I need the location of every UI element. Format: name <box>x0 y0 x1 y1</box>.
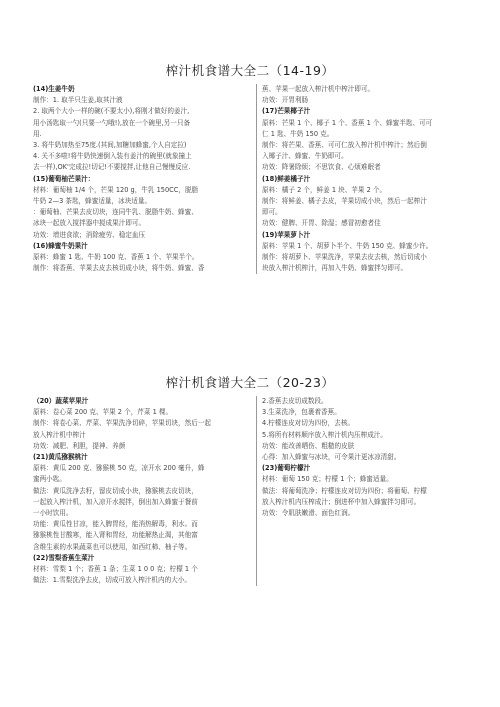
recipe-text-line: 制作：将胡萝卜、苹果洗净，苹果去皮去核，然后切成小 <box>262 253 427 262</box>
recipe-text-line: 做法：1.雪梨洗净去皮，切成可放入榨汁机内的大小。 <box>33 576 191 585</box>
recipe-page-1 <box>0 62 500 273</box>
recipe-text-line: 制作：将卷心菜、芹菜、苹果洗净切碎，苹果切块，然后一起 <box>33 419 212 428</box>
recipe-heading: (14)生姜牛奶 <box>33 85 75 93</box>
recipe-text-line: 制作：将鲜姜、橘子去皮，苹果切成小块，然后一起榨汁 <box>262 197 427 206</box>
recipe-text-line: 4. 关不多啦!将牛奶快速倒入装有姜汁的碗里(就象撞上 <box>33 152 192 161</box>
recipe-text-line: 5.将所有材料顺序放入榨汁机内压榨成汁。 <box>262 430 387 439</box>
recipe-text-line: 功效：降暑除烦；不思饮食、心烦难眠者 <box>262 163 381 172</box>
recipe-text-line: 块放入榨汁机榨汁，再加入牛奶、蜂蜜拌匀即可。 <box>262 264 408 273</box>
recipe-text-line: 原料：橘子 2 个，鲜姜 1 块、苹果 2 个。 <box>262 185 387 194</box>
recipe-text-line: 冰块一起放入搅拌器中搅成果汁即可。 <box>33 219 146 228</box>
recipe-text-line: 材料：葡萄 150 克；柠檬 1 个；蜂蜜适量。 <box>262 475 393 484</box>
recipe-text-line: 2. 取两个大小一样的碗(不要太小),将刚才做好的姜汁, <box>33 107 190 116</box>
recipe-text-line: 入椰子汁、蜂蜜、牛奶即可。 <box>262 152 348 161</box>
recipe-text-line: 一小时饮用。 <box>33 509 73 518</box>
recipe-heading: (17)芒果椰子汁 <box>262 107 311 116</box>
two-column-body <box>33 84 467 274</box>
recipe-text-line: 放入榨汁机内压榨成汁；倒进杯中加入蜂蜜拌匀即可。 <box>262 497 421 506</box>
recipe-page-2 <box>0 374 500 585</box>
recipe-text-line: 含维生素的水果蔬菜也可以使用，如西红柿、柚子等。 <box>33 542 192 551</box>
recipe-text-line: 蜜两小匙。 <box>33 475 66 484</box>
recipe-text-line: 3.生菜洗净，包裹着香蕉。 <box>262 408 341 417</box>
right-column <box>257 84 467 274</box>
recipe-text-line: 2.香蕉去皮切成数段。 <box>262 397 328 405</box>
recipe-text-line: 功效：增进食欲；消除疲劳、稳定血压 <box>33 230 146 239</box>
recipe-text-line: 4.柠檬连皮对切为四份，去核。 <box>262 419 355 428</box>
recipe-text-line: 一起放入榨汁机，加入凉开水搅拌，倒出加入蜂蜜于餐前 <box>33 497 198 506</box>
recipe-text-line: 去一样),OK'完成拉!切记!不要搅拌,让他自己慢慢反应. <box>33 163 191 172</box>
recipe-heading: (23)葡萄柠檬汁 <box>262 464 311 473</box>
left-column <box>33 84 257 274</box>
recipe-text-line: 制作：将香蕉、苹果去皮去核切成小块，将牛奶、蜂蜜、香 <box>33 264 205 273</box>
recipe-text-line: 原料：黄瓜 200 克、猕猴桃 50 克，凉开水 200 毫升，蜂 <box>33 464 205 473</box>
recipe-text-line: 原料：芒果 1 个、椰子 1 个、香蕉 1 个、蜂蜜半匙、可可 <box>262 118 433 127</box>
recipe-text-line: 心得：加入蜂蜜与冰块，可令果汁更冰凉清甜。 <box>262 453 401 462</box>
recipe-heading: (16)蜂蜜牛奶果汁 <box>33 241 88 250</box>
recipe-text-line: 做法：将葡萄洗净；柠檬连皮对切为四份；将葡萄、柠檬 <box>262 486 427 495</box>
recipe-text-line: 功效：能改善晒伤、粗糙的皮肤 <box>262 441 355 450</box>
recipe-text-line: ：葡萄柚、芒果去皮切块，连同牛乳、脱脂牛奶、蜂蜜、 <box>33 208 198 217</box>
recipe-text-line: 用. <box>33 129 42 138</box>
recipe-text-line: 即可。 <box>262 208 282 217</box>
recipe-text-line: 3. 将牛奶加热至75度.(其间,加糖加蜂蜜,个人自定拉) <box>33 141 187 150</box>
recipe-heading: (21)黄瓜猕猴桃汁 <box>33 453 88 462</box>
recipe-text-line: 放入榨汁机中榨汁 <box>33 430 86 439</box>
recipe-text-line: 功效：减肥、利胆，提神、养颜 <box>33 441 126 450</box>
recipe-text-line: 功效：开胃利肠 <box>262 96 309 105</box>
recipe-heading: (18)鲜姜橘子汁 <box>262 174 311 183</box>
recipe-text-line: 功效：健脾、开胃、除湿；感冒初愈者佳 <box>262 219 381 228</box>
recipe-text-line: 蕉、苹果一起放入榨汁机中榨汁即可。 <box>262 85 375 93</box>
recipe-heading: (15)葡萄柚芒果汁： <box>33 174 95 183</box>
recipe-text-line: 制作：将芒果、香蕉、可可仁放入榨汁机中榨汁；然后倒 <box>262 141 427 150</box>
recipe-text-line: 原料：苹果 1 个、胡萝卜半个、牛奶 150 克、蜂蜜少许。 <box>262 241 433 250</box>
recipe-text-line: 原料：卷心菜 200 克、苹果 2 个，芹菜 1 棵。 <box>33 408 173 417</box>
recipe-text-line: 功效：令肌肤嫩滑、面色红润。 <box>262 509 355 518</box>
recipe-text-line: 制作：1. 取半只生姜,取其汁液 <box>33 96 123 105</box>
two-column-body <box>33 396 467 586</box>
recipe-text-line: 功能：黄瓜性甘凉，能入脾胃经，能消热解毒，利水。而 <box>33 520 198 529</box>
recipe-text-line: 做法：黄瓜洗净去籽，留皮切成小块，猕猴桃去皮切块， <box>33 486 198 495</box>
recipe-text-line: 猕猴桃性甘酸寒，能入肾和胃经，功能解热止渴，其他富 <box>33 531 198 540</box>
recipe-text-line: 仁 1 匙、牛奶 150 克。 <box>262 129 334 138</box>
recipe-heading: (22)雪梨香蕉生菜汁 <box>33 553 95 562</box>
right-column <box>257 396 467 586</box>
recipe-text-line: 材料：葡萄柚 1/4 个，芒果 120 g，牛乳 150CC，脱脂 <box>33 185 199 194</box>
left-column <box>33 396 257 586</box>
page-title: 榨汁机食谱大全二（14-19） <box>165 63 335 78</box>
recipe-text-line: 牛奶 2—3 茶匙，蜂蜜适量，冰块适量。 <box>33 197 152 206</box>
page-title: 榨汁机食谱大全二（20-23） <box>165 375 335 390</box>
recipe-heading: (19)苹果萝卜汁 <box>262 230 311 239</box>
recipe-heading: （20）蔬菜苹果汁 <box>33 397 89 405</box>
recipe-text-line: 原料：蜂蜜 1 匙、牛奶 100 克、香蕉 1 个、苹果半个。 <box>33 253 199 262</box>
recipe-text-line: 材料：雪梨 1 个；香蕉 1 条；生菜 1 0 0 克；柠檬 1 个 <box>33 565 198 574</box>
recipe-text-line: 用小汤匙取一勺(只要一勺哦!),放在一个碗里,另一只备 <box>33 118 191 127</box>
